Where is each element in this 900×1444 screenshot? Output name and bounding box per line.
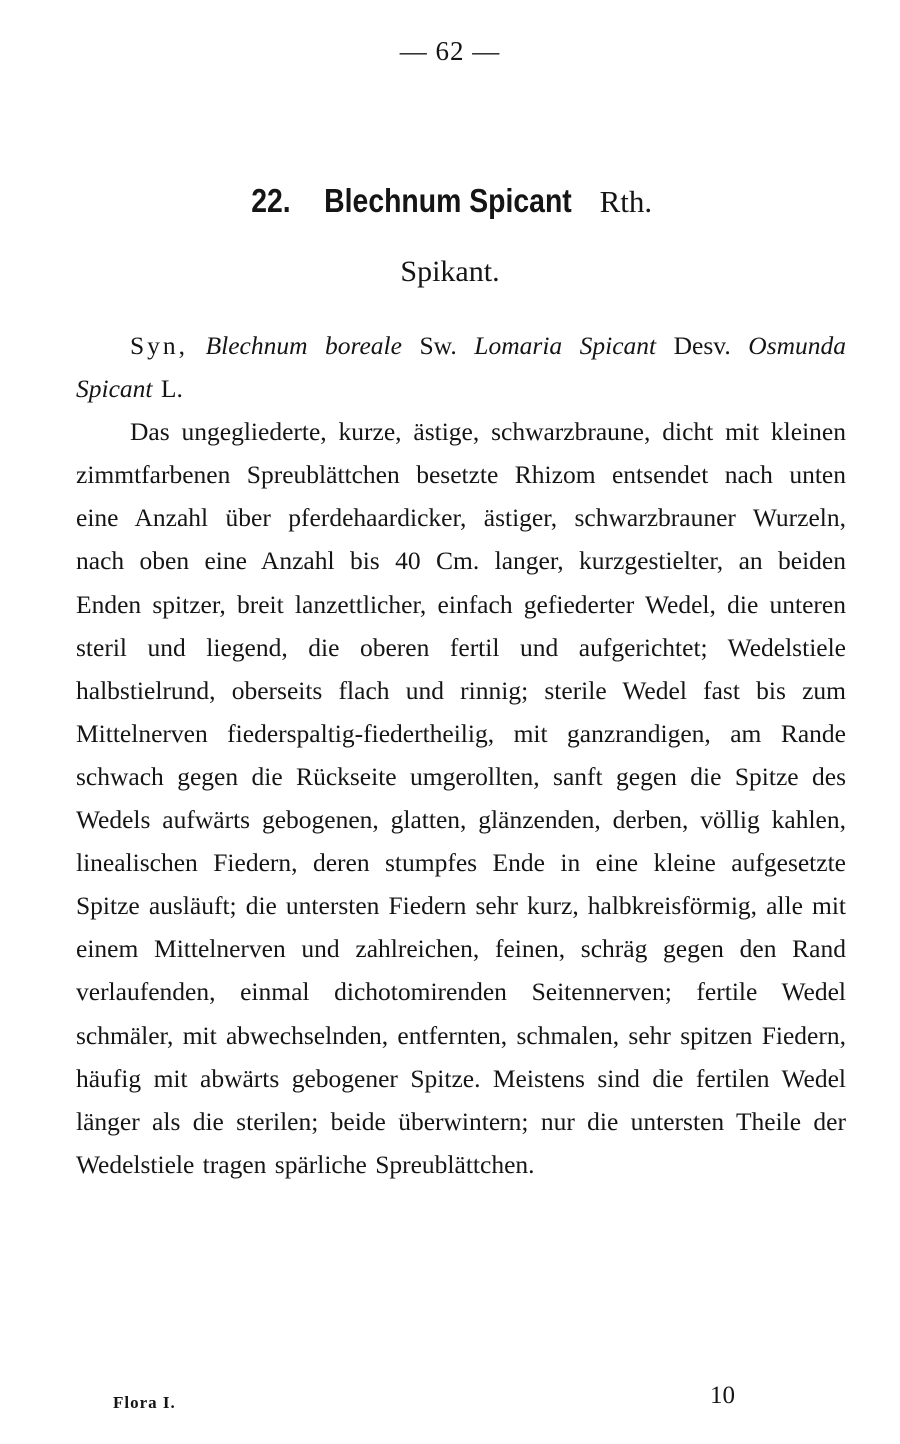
species-heading: [0, 182, 900, 220]
synonym-name: Lomaria Spicant: [474, 331, 657, 360]
species-name: Blechnum Spicant: [323, 182, 572, 219]
common-name: Spikant.: [400, 255, 500, 288]
synonym-name: Blechnum boreale: [205, 331, 402, 360]
synonym-author: Sw.: [419, 331, 457, 360]
synonym-name: Osmunda Spicant: [76, 331, 847, 404]
description-paragraph: Das ungegliederte, kurze, ästige, schwarzbraune, dicht mit kleinen zimmtfarbenen Spreublättchen besetzte Rhizom entsendet nach unten eine Anzahl über pferdehaardicker, ästiger, schwarzbrauner Wurzeln, nach oben eine Anzahl bis 40 Cm. langer, kurzgestielter, an beiden Enden spitzer, breit lanzettlicher, einfach gefiederter Wedel, die unteren steril und liegend, die oberen fertil und aufgerichtet; Wedelstiele halbstielrund, oberseits flach und rinnig; sterile Wedel fast bis zum Mittelnerven fiederspaltig-fiedertheilig, mit ganzrandigen, am Rande schwach gegen die Rückseite umgerollten, sanft gegen die Spitze des Wedels aufwärts gebogenen, glatten, glänzenden, derben, völlig kahlen, linealischen Fiedern, deren stumpfes Ende in eine kleine aufgesetzte Spitze ausläuft; die untersten Fiedern sehr kurz, halbkreisförmig, alle mit einem Mittelnerven und zahlreichen, feinen, schräg gegen den Rand verlaufenden, einmal dichotomirenden Seitennerven; fertile Wedel schmäler, mit abwechselnden, entfernten, schmalen, sehr spitzen Fiedern, häufig mit abwärts gebogener Spitze. Meistens sind die fertilen Wedel länger als die sterilen; beide überwintern; nur die untersten Theile der Wedelstiele tragen spärliche Spreublättchen.: [76, 417, 846, 1179]
body-text: [76, 324, 846, 1186]
species-number: 22.: [251, 182, 291, 219]
synonyms-paragraph: [76, 324, 846, 410]
sheet-number: 10: [710, 1382, 735, 1409]
synonym-author: L.: [160, 374, 183, 404]
species-author: Rth.: [599, 184, 653, 219]
printer-signature: Flora I.: [113, 1393, 176, 1412]
page-number: — 62 —: [399, 36, 501, 66]
synonym-author: Desv.: [673, 331, 731, 360]
synonyms-prefix: Syn,: [130, 331, 189, 360]
